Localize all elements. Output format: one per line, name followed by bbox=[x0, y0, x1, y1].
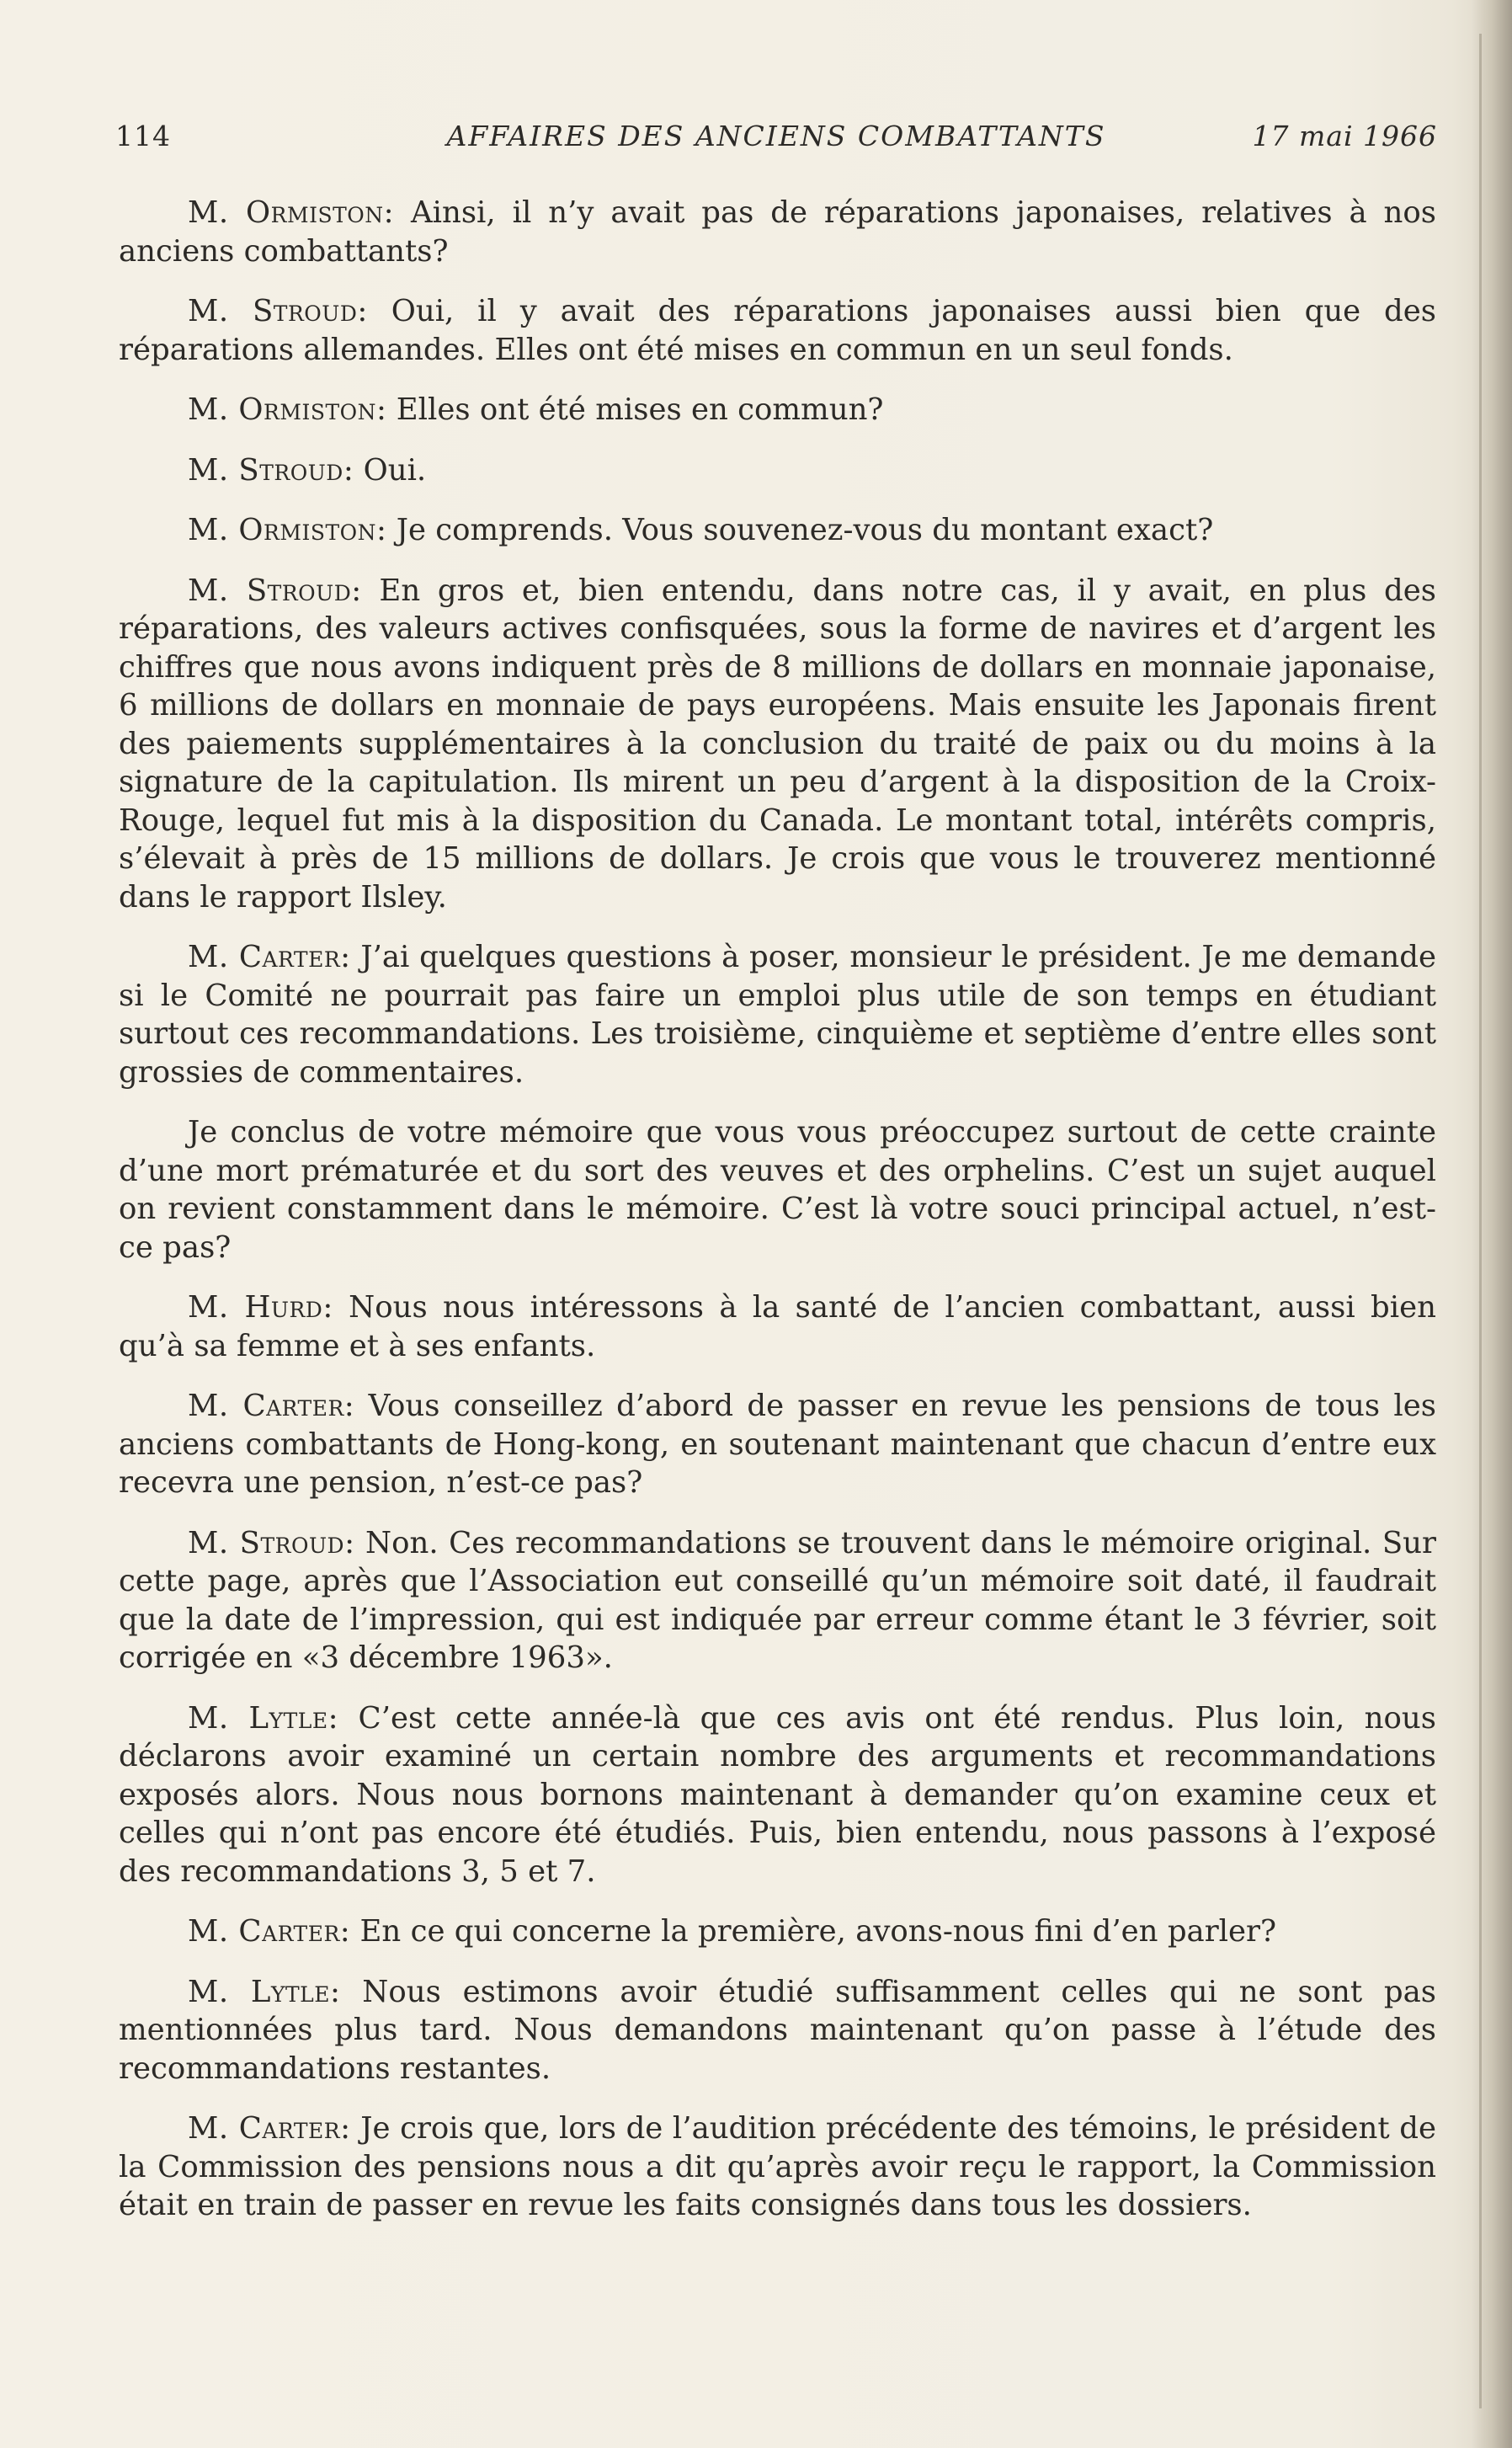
speaker-name: M. Ormiston: bbox=[188, 195, 395, 230]
paragraph bbox=[119, 938, 1436, 1091]
paragraph-text: Oui. bbox=[354, 452, 427, 488]
paragraph bbox=[119, 511, 1436, 550]
paragraph-text: Nous nous intéressons à la santé de l’ancien combattant, aussi bien qu’à sa femme et à ses enfants. bbox=[119, 1290, 1436, 1363]
paragraph-text: Je crois que, lors de l’audition précédente des témoins, le président de la Commission des pensions nous a dit qu’après avoir reçu le rapport, la Commission était en train de passer en revue les faits consignés dans tous les dossiers. bbox=[119, 2111, 1436, 2222]
speaker-name: M. Carter: bbox=[188, 1914, 351, 1949]
paragraph bbox=[119, 2109, 1436, 2225]
paragraph bbox=[119, 1387, 1436, 1502]
paragraph-text: Elles ont été mises en commun? bbox=[386, 392, 884, 427]
paragraph-text: Je conclus de votre mémoire que vous vous préoccupez surtout de cette crainte d’une mort prématurée et du sort des veuves et des orphelins. C’est un sujet auquel on revient constamment dans le mémoire. C’est là votre souci principal actuel, n’est-ce pas? bbox=[119, 1115, 1436, 1265]
header-date: 17 mai 1966 bbox=[1252, 120, 1437, 152]
speaker-name: M. Carter: bbox=[188, 2111, 351, 2146]
paragraph-text: Ainsi, il n’y avait pas de réparations japonaises, relatives à nos anciens combattants? bbox=[119, 195, 1436, 269]
paragraph-text: J’ai quelques questions à poser, monsieur le président. Je me demande si le Comité ne pourrait pas faire un emploi plus utile de son temps en étudiant surtout ces recommandations. Les troisième, cinquième et septième d’entre elles sont grossies de commentaires. bbox=[119, 940, 1436, 1090]
paragraph bbox=[119, 292, 1436, 369]
running-header bbox=[115, 120, 1437, 160]
paragraph-text: Oui, il y avait des réparations japonaises aussi bien que des réparations allemandes. Elles ont été mises en commun en un seul fonds. bbox=[119, 294, 1436, 367]
paragraph-text: En gros et, bien entendu, dans notre cas, il y avait, en plus des réparations, des valeurs actives confisquées, sous la forme de navires et d’argent les chiffres que nous avons indiquent près de 8 millions de dollars en monnaie japonaise, 6 millions de dollars en monnaie de pays européens. Mais ensuite les Japonais firent des paiements supplémentaires à la conclusion du traité de paix ou du moins à la signature de la capitulation. Ils mirent un peu d’argent à la disposition de la Croix-Rouge, lequel fut mis à la disposition du Canada. Le montant total, intérêts compris, s’élevait à près de 15 millions de dollars. Je crois que vous le trouverez mentionné dans le rapport Ilsley. bbox=[119, 573, 1436, 915]
paragraph bbox=[119, 1912, 1436, 1951]
page-gutter-shadow bbox=[1472, 0, 1512, 2448]
speaker-name: M. Stroud: bbox=[188, 294, 368, 328]
paragraph bbox=[119, 1973, 1436, 2088]
paragraph-text: Nous estimons avoir étudié suffisamment celles qui ne sont pas mentionnées plus tard. Nous demandons maintenant qu’on passe à l’étude des recommandations restantes. bbox=[119, 1974, 1437, 2086]
paragraph bbox=[119, 1113, 1436, 1267]
paragraph-text: Non. Ces recommandations se trouvent dans le mémoire original. Sur cette page, après que l’Association eut conseillé qu’un mémoire soit daté, il faudrait que la date de l’impression, qui est indiquée par erreur comme étant le 3 février, soit corrigée en «3 décembre 1963». bbox=[119, 1525, 1436, 1675]
speaker-name: M. Stroud: bbox=[188, 452, 354, 488]
paragraph-text: En ce qui concerne la première, avons-nous fini d’en parler? bbox=[350, 1914, 1277, 1949]
speaker-name: M. Carter: bbox=[188, 1389, 355, 1423]
speaker-name: M. Carter: bbox=[188, 940, 351, 974]
gutter-line bbox=[1479, 34, 1482, 2408]
paragraph-text: C’est cette année-là que ces avis ont été rendus. Plus loin, nous déclarons avoir examiné un certain nombre des arguments et recommandations exposés alors. Nous nous bornons maintenant à demander qu’on examine ceux et celles qui n’ont pas encore été étudiés. Puis, bien entendu, nous passons à l’exposé des recommandations 3, 5 et 7. bbox=[119, 1700, 1437, 1889]
paragraph bbox=[119, 1288, 1436, 1365]
speaker-name: M. Lytle: bbox=[188, 1974, 341, 2009]
paragraph bbox=[119, 451, 1436, 490]
transcript-body bbox=[119, 194, 1436, 2247]
speaker-name: M. Ormiston: bbox=[188, 392, 387, 427]
speaker-name: M. Hurd: bbox=[188, 1290, 333, 1325]
running-title: AFFAIRES DES ANCIENS COMBATTANTS bbox=[446, 120, 1106, 152]
speaker-name: M. Lytle: bbox=[188, 1700, 339, 1736]
page-number: 114 bbox=[115, 120, 171, 152]
paragraph bbox=[119, 1699, 1436, 1891]
paragraph bbox=[119, 1524, 1436, 1677]
paragraph bbox=[119, 391, 1436, 429]
paragraph-text: Vous conseillez d’abord de passer en revue les pensions de tous les anciens combattants de Hong-kong, en soutenant maintenant que chacun d’entre eux recevra une pension, n’est-ce pas? bbox=[119, 1389, 1436, 1500]
speaker-name: M. Stroud: bbox=[188, 1525, 355, 1560]
speaker-name: M. Ormiston: bbox=[188, 513, 387, 547]
paragraph-text: Je comprends. Vous souvenez-vous du montant exact? bbox=[386, 513, 1214, 547]
speaker-name: M. Stroud: bbox=[188, 573, 362, 608]
paragraph bbox=[119, 194, 1436, 270]
paragraph bbox=[119, 572, 1436, 917]
